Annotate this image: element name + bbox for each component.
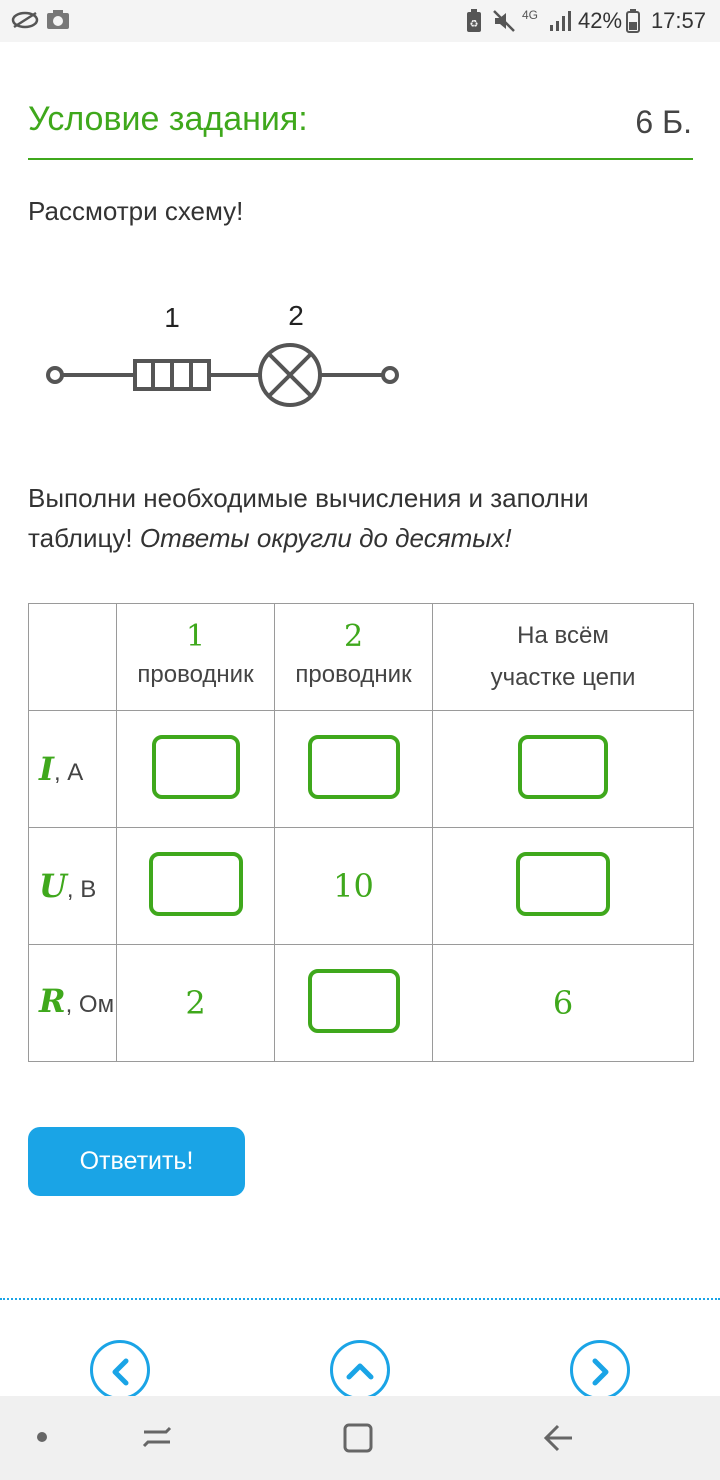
instructions-rounding: Ответы округли до десятых! bbox=[139, 523, 512, 553]
instructions bbox=[28, 478, 688, 558]
cell-voltage-total bbox=[433, 828, 694, 945]
battery-saver-icon bbox=[466, 9, 482, 38]
input-current-total[interactable] bbox=[518, 735, 608, 799]
recent-apps-icon[interactable] bbox=[140, 1422, 174, 1457]
table-header-conductor-1 bbox=[117, 604, 275, 711]
cell-current-total bbox=[433, 711, 694, 828]
camera-icon bbox=[46, 9, 70, 36]
value-resistance-total: 6 bbox=[552, 984, 574, 1022]
submit-button[interactable]: Ответить! bbox=[28, 1127, 245, 1196]
instructions-text: Выполни необходимые вычисления и заполни таблицу! bbox=[28, 483, 589, 553]
input-current-conductor-1[interactable] bbox=[152, 735, 240, 799]
header-label: проводник bbox=[137, 660, 254, 688]
row-head-resistance bbox=[29, 945, 117, 1062]
input-resistance-conductor-2[interactable] bbox=[308, 969, 400, 1033]
circuit-wires bbox=[48, 345, 397, 405]
svg-text:♻: ♻ bbox=[469, 19, 479, 30]
status-bar bbox=[0, 0, 720, 42]
intro-text: Рассмотри схему! bbox=[28, 196, 244, 226]
battery-percent: 42% bbox=[578, 8, 623, 33]
android-navigation-bar bbox=[0, 1396, 720, 1480]
mute-icon bbox=[492, 9, 516, 38]
circuit-diagram bbox=[40, 295, 420, 415]
home-icon[interactable] bbox=[342, 1422, 374, 1459]
input-voltage-conductor-1[interactable] bbox=[149, 852, 243, 916]
network-type: 4G bbox=[522, 8, 539, 22]
next-task-button[interactable] bbox=[570, 1340, 630, 1400]
chevron-right-icon bbox=[573, 1343, 627, 1397]
back-arrow-icon[interactable] bbox=[542, 1422, 576, 1459]
answer-table bbox=[28, 603, 694, 1062]
clock: 17:57 bbox=[650, 8, 706, 33]
row-head-current bbox=[29, 711, 117, 828]
current-unit: , А bbox=[53, 759, 84, 786]
table-row-resistance bbox=[29, 945, 694, 1062]
signal-icon bbox=[548, 9, 572, 38]
cell-resistance-1 bbox=[117, 945, 275, 1062]
header-number: 1 bbox=[185, 618, 206, 654]
cell-current-2 bbox=[275, 711, 433, 828]
header-label: На всём участке цепи bbox=[490, 622, 636, 691]
table-header-conductor-2 bbox=[275, 604, 433, 711]
voltage-symbol: U bbox=[39, 867, 67, 905]
row-head-voltage bbox=[29, 828, 117, 945]
cell-voltage-2 bbox=[275, 828, 433, 945]
input-current-conductor-2[interactable] bbox=[308, 735, 400, 799]
cell-resistance-2 bbox=[275, 945, 433, 1062]
table-row-voltage bbox=[29, 828, 694, 945]
title-divider bbox=[28, 158, 693, 160]
table-corner-cell bbox=[29, 604, 117, 711]
resistor-label: 1 bbox=[164, 302, 180, 333]
prev-task-button[interactable] bbox=[90, 1340, 150, 1400]
voltage-unit: , В bbox=[66, 876, 97, 903]
header-number: 2 bbox=[343, 618, 364, 654]
eye-icon bbox=[10, 9, 40, 36]
task-title: Условие задания: bbox=[28, 100, 308, 138]
current-symbol: I bbox=[39, 750, 54, 788]
table-header-row bbox=[29, 604, 694, 711]
task-points: 6 Б. bbox=[635, 104, 692, 140]
header-label: проводник bbox=[295, 660, 412, 688]
resistance-unit: , Ом bbox=[65, 991, 115, 1018]
input-voltage-total[interactable] bbox=[516, 852, 610, 916]
section-divider bbox=[0, 1298, 720, 1300]
resistance-symbol: R bbox=[39, 982, 66, 1020]
table-header-whole-circuit bbox=[433, 604, 694, 711]
value-resistance-conductor-1: 2 bbox=[185, 984, 206, 1022]
value-voltage-conductor-2: 10 bbox=[333, 867, 374, 905]
dot-icon[interactable] bbox=[36, 1430, 48, 1448]
table-row-current bbox=[29, 711, 694, 828]
up-button[interactable] bbox=[330, 1340, 390, 1400]
cell-voltage-1 bbox=[117, 828, 275, 945]
cell-resistance-total bbox=[433, 945, 694, 1062]
chevron-up-icon bbox=[333, 1343, 387, 1397]
lamp-label: 2 bbox=[288, 300, 304, 331]
chevron-left-icon bbox=[93, 1343, 147, 1397]
battery-icon bbox=[626, 9, 640, 38]
cell-current-1 bbox=[117, 711, 275, 828]
